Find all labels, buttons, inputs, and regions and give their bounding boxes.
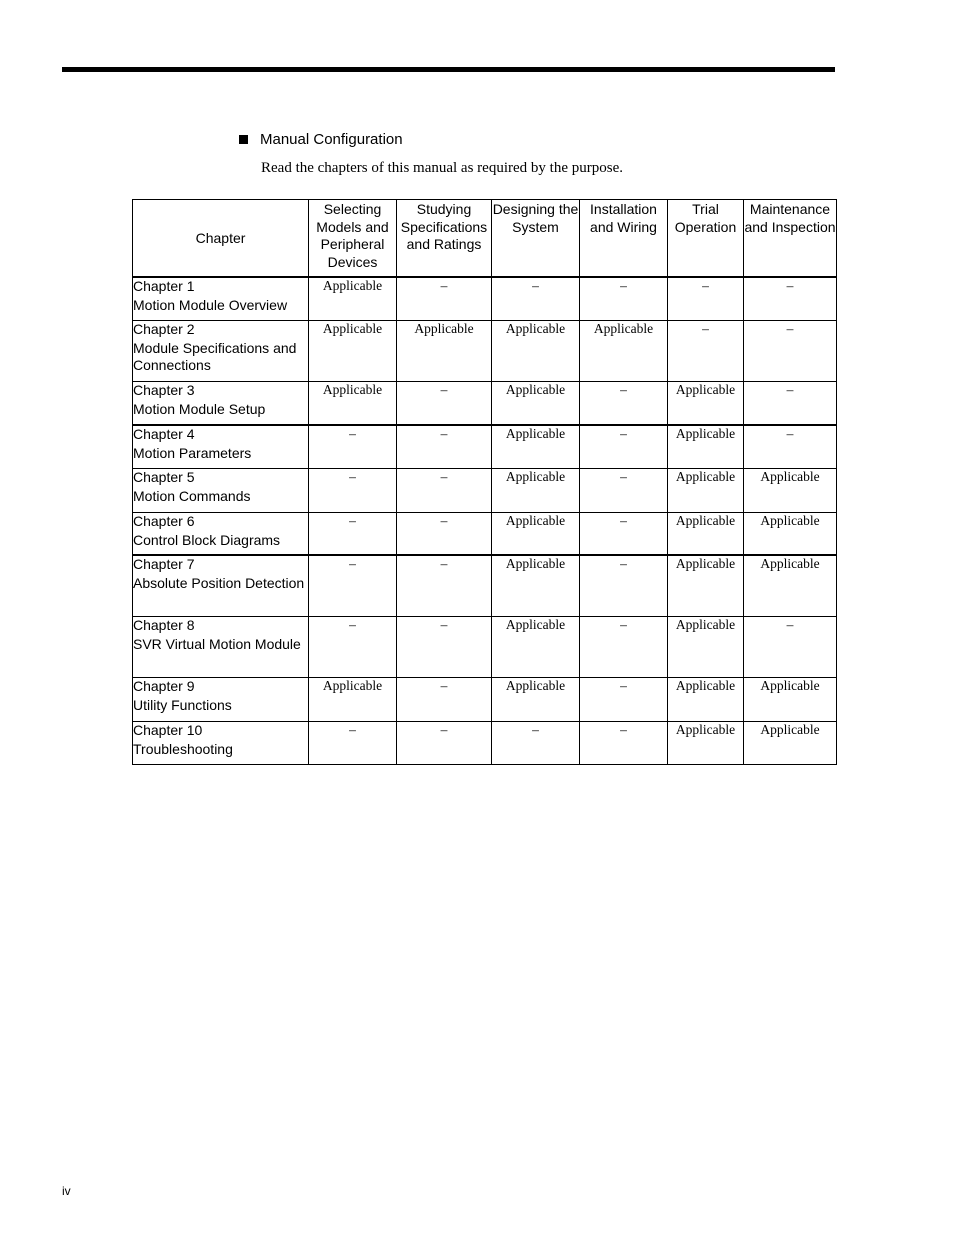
chapter-number: Chapter 8 <box>133 616 195 633</box>
table-cell: – <box>309 468 397 512</box>
table-cell: Applicable <box>492 616 580 677</box>
chapter-title: SVR Virtual Motion Module <box>133 635 301 652</box>
chapter-cell <box>133 677 309 721</box>
column-header: Maintenance and Inspection <box>744 200 837 278</box>
table-cell: – <box>668 320 744 381</box>
table-cell: – <box>580 381 668 425</box>
chapter-title: Troubleshooting <box>133 740 233 757</box>
chapter-title: Control Block Diagrams <box>133 531 281 548</box>
table-row <box>133 721 837 764</box>
column-header: Designing the System <box>492 200 580 278</box>
table-row <box>133 320 837 381</box>
chapter-cell <box>133 721 309 764</box>
chapter-cell <box>133 320 309 381</box>
table-row <box>133 425 837 468</box>
table-row <box>133 512 837 555</box>
table-cell: Applicable <box>492 381 580 425</box>
section-heading <box>239 131 403 148</box>
section-heading-text: Manual Configuration <box>260 131 403 148</box>
table-cell: Applicable <box>744 512 837 555</box>
chapter-title: Module Specifications and Connections <box>133 339 297 373</box>
column-header: Selecting Models and Peripheral Devices <box>309 200 397 278</box>
table-cell: Applicable <box>492 512 580 555</box>
table-cell: Applicable <box>668 616 744 677</box>
header-row <box>133 200 837 278</box>
table-cell: – <box>397 425 492 468</box>
table-cell: – <box>580 277 668 320</box>
table-cell: – <box>309 425 397 468</box>
chapter-title: Motion Module Setup <box>133 400 266 417</box>
table-cell: – <box>580 677 668 721</box>
table-cell: – <box>309 616 397 677</box>
table-cell: – <box>397 277 492 320</box>
table-row <box>133 277 837 320</box>
table-cell: Applicable <box>309 381 397 425</box>
table-cell: – <box>397 616 492 677</box>
table-cell: Applicable <box>668 721 744 764</box>
table-cell: Applicable <box>668 425 744 468</box>
table-cell: Applicable <box>744 677 837 721</box>
table-cell: – <box>397 468 492 512</box>
column-header: Installation and Wiring <box>580 200 668 278</box>
table-cell: Applicable <box>492 677 580 721</box>
table-row <box>133 677 837 721</box>
column-header: Studying Specifications and Ratings <box>397 200 492 278</box>
intro-text: Read the chapters of this manual as required by the purpose. <box>261 160 623 176</box>
table-cell: Applicable <box>580 320 668 381</box>
table-cell: Applicable <box>309 320 397 381</box>
table-cell: Applicable <box>744 468 837 512</box>
chapter-number: Chapter 2 <box>133 320 195 337</box>
table-cell: Applicable <box>668 512 744 555</box>
table-cell: – <box>744 381 837 425</box>
chapter-title: Motion Module Overview <box>133 297 288 313</box>
table-cell: – <box>580 721 668 764</box>
table-cell: – <box>309 512 397 555</box>
table-cell: – <box>744 320 837 381</box>
table-cell: Applicable <box>744 721 837 764</box>
table-cell: Applicable <box>668 468 744 512</box>
table-cell: Applicable <box>309 677 397 721</box>
chapter-title: Utility Functions <box>133 696 232 713</box>
table-cell: Applicable <box>744 555 837 616</box>
column-header: Trial Operation <box>668 200 744 278</box>
table-cell: – <box>397 381 492 425</box>
chapter-number: Chapter 1 <box>133 278 195 294</box>
table-cell: Applicable <box>492 468 580 512</box>
table-cell: Applicable <box>668 555 744 616</box>
table-row <box>133 381 837 425</box>
chapter-title: Absolute Position Detection <box>133 575 305 591</box>
table-cell: – <box>744 277 837 320</box>
table-cell: – <box>744 425 837 468</box>
column-header: Chapter <box>133 200 309 278</box>
manual-configuration-table <box>132 199 837 765</box>
chapter-cell <box>133 277 309 320</box>
table-cell: Applicable <box>492 555 580 616</box>
table-cell: Applicable <box>668 381 744 425</box>
chapter-number: Chapter 5 <box>133 468 195 485</box>
chapter-title: Motion Parameters <box>133 445 252 461</box>
chapter-cell <box>133 381 309 425</box>
top-rule <box>62 67 835 72</box>
table-row <box>133 616 837 677</box>
table-cell: – <box>580 616 668 677</box>
chapter-cell <box>133 468 309 512</box>
table-cell: – <box>580 512 668 555</box>
table-cell: – <box>668 277 744 320</box>
table-cell: – <box>492 277 580 320</box>
table-cell: Applicable <box>668 677 744 721</box>
table-cell: – <box>397 555 492 616</box>
table-cell: – <box>309 555 397 616</box>
chapter-cell <box>133 555 309 616</box>
chapter-number: Chapter 6 <box>133 512 195 529</box>
square-bullet-icon <box>239 135 248 144</box>
table-cell: Applicable <box>492 320 580 381</box>
chapter-number: Chapter 9 <box>133 677 195 694</box>
table-cell: Applicable <box>492 425 580 468</box>
table-cell: Applicable <box>397 320 492 381</box>
chapter-number: Chapter 10 <box>133 721 203 738</box>
table-cell: – <box>492 721 580 764</box>
table-cell: – <box>309 721 397 764</box>
chapter-cell <box>133 616 309 677</box>
table-row <box>133 555 837 616</box>
chapter-number: Chapter 3 <box>133 381 195 398</box>
table-cell: – <box>580 555 668 616</box>
table-cell: – <box>397 512 492 555</box>
table-cell: – <box>397 677 492 721</box>
chapter-cell <box>133 512 309 555</box>
table-cell: Applicable <box>309 277 397 320</box>
chapter-number: Chapter 4 <box>133 426 195 442</box>
chapter-number: Chapter 7 <box>133 556 195 572</box>
chapter-title: Motion Commands <box>133 487 251 504</box>
chapter-cell <box>133 425 309 468</box>
page-number: iv <box>62 1184 71 1198</box>
table-cell: – <box>397 721 492 764</box>
table-cell: – <box>580 425 668 468</box>
table-cell: – <box>580 468 668 512</box>
table-cell: – <box>744 616 837 677</box>
table-row <box>133 468 837 512</box>
